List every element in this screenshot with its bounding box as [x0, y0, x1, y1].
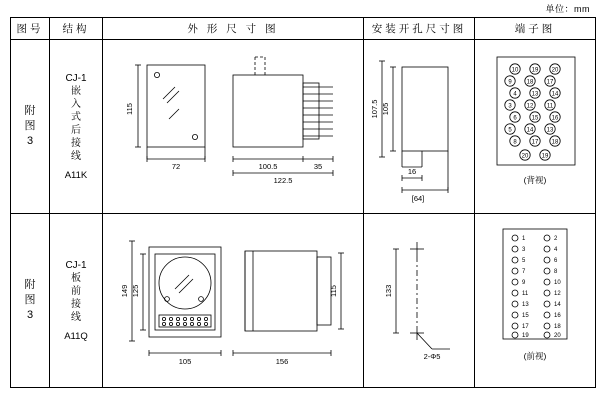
terminal-num: 14	[554, 301, 561, 308]
terminal-num: 7	[522, 268, 526, 275]
dim-122-5: 122.5	[273, 175, 293, 185]
row2-structure	[50, 214, 103, 388]
terminal-num: 12	[554, 290, 561, 297]
terminal-num: 3	[522, 246, 526, 253]
spec-table	[10, 17, 596, 388]
terminal-figure-front	[477, 221, 593, 381]
terminal-num: 6	[513, 114, 517, 121]
row1-struct-line-4: 式	[71, 111, 81, 123]
terminal-num: 20	[551, 66, 559, 73]
dim-2-phi5: 2-Φ5	[423, 351, 441, 361]
dim-35: 35	[313, 161, 323, 171]
header-fig-no: 图号	[11, 18, 50, 40]
terminal-num: 18	[526, 78, 534, 85]
table-header-row	[11, 18, 596, 40]
row1-fig-char-1: 附	[24, 105, 36, 117]
header-outline: 外 形 尺 寸 图	[103, 18, 364, 40]
terminal-num: 6	[554, 257, 558, 264]
terminal-num: 11	[522, 290, 529, 297]
terminal-num: 8	[513, 138, 517, 145]
terminal-num: 10	[554, 279, 561, 286]
terminal-num: 16	[551, 114, 559, 121]
row1-struct-line-2: 嵌	[71, 85, 81, 97]
terminal-num: 13	[522, 301, 529, 308]
row1-struct-code: A11K	[64, 169, 88, 181]
terminal-num: 13	[546, 126, 554, 133]
row1-structure	[50, 40, 103, 214]
dim-149: 149	[120, 284, 129, 297]
terminal-num: 14	[526, 126, 534, 133]
row2-struct-line-1: CJ-1	[65, 259, 87, 271]
terminal-num: 14	[551, 90, 559, 97]
row1-fig-char-3: 3	[26, 135, 34, 147]
rear-view-label: (背视)	[523, 174, 547, 185]
row2-terminal-drawing	[475, 214, 596, 388]
outline-figure-front	[105, 221, 361, 381]
dim-133: 133	[384, 284, 393, 297]
dim-105: 105	[178, 356, 192, 366]
dim-125: 125	[131, 284, 140, 297]
terminal-num: 17	[546, 78, 554, 85]
header-mounting: 安装开孔尺寸图	[364, 18, 475, 40]
row1-fig-char-2: 图	[24, 120, 36, 132]
terminal-num: 9	[508, 78, 512, 85]
row2-struct-line-2: 板	[71, 272, 81, 284]
terminal-num: 18	[554, 323, 561, 330]
terminal-num: 11	[546, 102, 554, 109]
terminal-num: 19	[531, 66, 539, 73]
header-terminal: 端子图	[475, 18, 596, 40]
dim-115-side: 115	[329, 284, 338, 297]
terminal-num: 17	[531, 138, 539, 145]
dim-115: 115	[125, 102, 134, 115]
terminal-num: 8	[554, 268, 558, 275]
row1-struct-line-5: 后	[71, 124, 81, 136]
row1-struct-line-3: 入	[71, 98, 81, 110]
row1-outline-drawing	[103, 40, 364, 214]
dim-100-5: 100.5	[258, 161, 278, 171]
row2-struct-code: A11Q	[64, 330, 88, 342]
terminal-num: 18	[551, 138, 559, 145]
row2-fig-char-1: 附	[24, 279, 36, 291]
row2-outline-drawing	[103, 214, 364, 388]
unit-note: 单位：mm	[545, 4, 590, 14]
terminal-num: 2	[554, 235, 558, 242]
row1-struct-line-1: CJ-1	[65, 72, 87, 84]
table-row	[11, 214, 596, 388]
terminal-num: 5	[508, 126, 512, 133]
row1-fig-no	[11, 40, 50, 214]
terminal-num: 12	[526, 102, 534, 109]
dim-16: 16	[407, 166, 417, 176]
row1-struct-line-7: 线	[71, 150, 81, 162]
terminal-num: 17	[522, 323, 529, 330]
table-row	[11, 40, 596, 214]
row1-mounting-drawing	[364, 40, 475, 214]
row2-struct-line-5: 线	[71, 311, 81, 323]
terminal-num: 15	[522, 312, 529, 319]
terminal-num: 19	[541, 152, 549, 159]
terminal-figure-rear	[477, 47, 593, 207]
terminal-num: 20	[554, 332, 561, 339]
terminal-num: 15	[531, 114, 539, 121]
row2-fig-char-2: 图	[24, 294, 36, 306]
dim-156: 156	[275, 356, 289, 366]
terminal-num: 19	[522, 332, 529, 339]
header-structure: 结构	[50, 18, 103, 40]
mounting-figure-flush	[366, 47, 472, 207]
row2-mounting-drawing	[364, 214, 475, 388]
terminal-num: 4	[513, 90, 517, 97]
row2-fig-no	[11, 214, 50, 388]
row2-struct-line-4: 接	[71, 298, 81, 310]
terminal-num: 16	[554, 312, 561, 319]
mounting-figure-front	[366, 221, 472, 381]
row2-fig-char-3: 3	[26, 309, 34, 321]
dim-107-5: 107.5	[370, 99, 379, 118]
terminal-num: 1	[522, 235, 526, 242]
dim-105: 105	[381, 102, 390, 115]
terminal-num: 13	[531, 90, 539, 97]
terminal-num: 4	[554, 246, 558, 253]
terminal-num: 3	[508, 102, 512, 109]
terminal-num: 9	[522, 279, 526, 286]
terminal-num: 20	[521, 152, 529, 159]
row1-terminal-drawing	[475, 40, 596, 214]
outline-figure-flush	[105, 47, 361, 207]
terminal-num: 5	[522, 257, 526, 264]
dim-64: [64]	[411, 193, 425, 203]
row2-struct-line-3: 前	[71, 285, 81, 297]
row1-struct-line-6: 接	[71, 137, 81, 149]
front-view-label: (前视)	[523, 350, 547, 361]
dim-72: 72	[171, 161, 181, 171]
terminal-num: 10	[511, 66, 519, 73]
